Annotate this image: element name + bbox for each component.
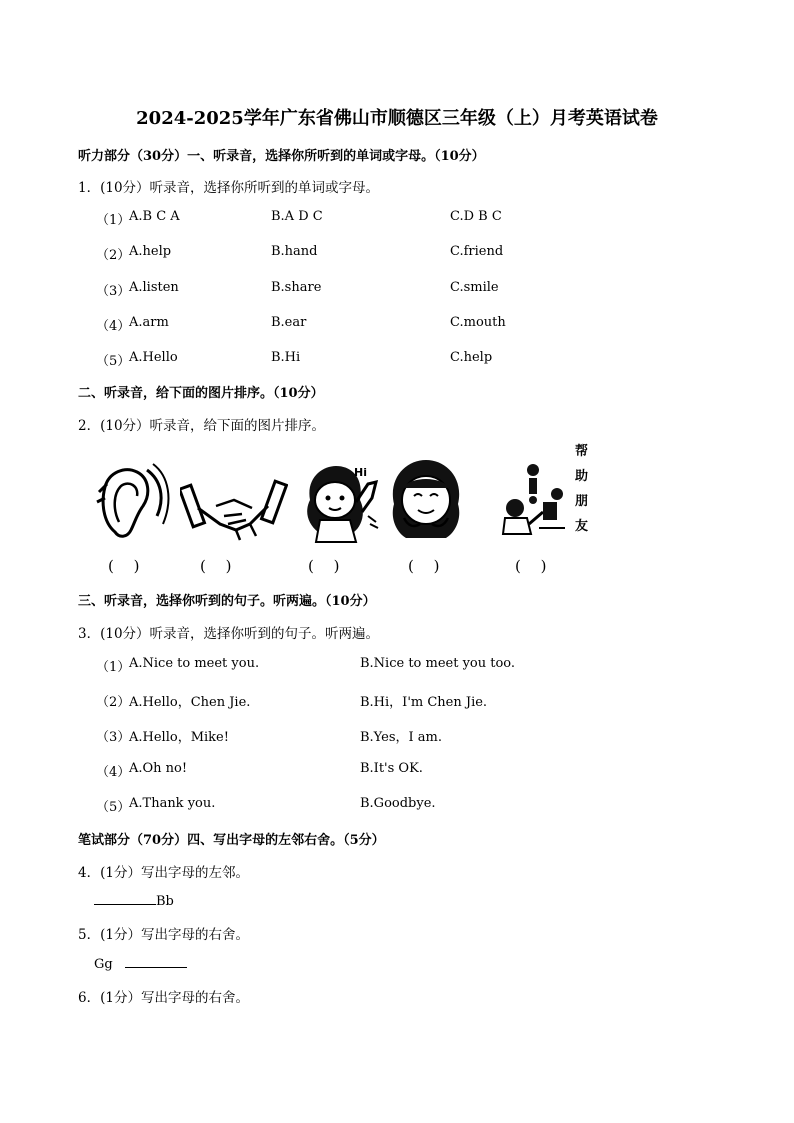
q1-row1-option-b: B.A D C bbox=[271, 209, 323, 224]
smiling-girl-icon bbox=[386, 458, 466, 544]
svg-text:Hi: Hi bbox=[354, 466, 367, 479]
q1-row4-num: （4） bbox=[96, 319, 131, 334]
q3-row4-num: （4） bbox=[96, 765, 131, 780]
part1-header: 听力部分（30分）一、听录音，选择你所听到的单词或字母。（10分） bbox=[78, 149, 485, 164]
section3-header: 三、听录音，选择你听到的句子。听两遍。（10分） bbox=[78, 594, 376, 609]
q6-stem: 6．(1分）写出字母的右舍。 bbox=[78, 990, 249, 1006]
q3-row1-option-a: A.Nice to meet you. bbox=[129, 656, 260, 671]
answer-paren-3[interactable]: ( ) bbox=[308, 557, 340, 575]
q3-row3-option-a: A.Hello，Mike! bbox=[129, 730, 229, 745]
q4-answer-line[interactable] bbox=[94, 892, 174, 909]
q3-stem: 3．(10分）听录音，选择你听到的句子。听两遍。 bbox=[78, 626, 380, 642]
answer-paren-2[interactable]: ( ) bbox=[200, 557, 232, 575]
side-char-2: 助 bbox=[575, 469, 589, 484]
q4-stem: 4．(1分）写出字母的左邻。 bbox=[78, 865, 249, 881]
q5-stem: 5．(1分）写出字母的右舍。 bbox=[78, 927, 249, 943]
q3-row2-num: （2） bbox=[96, 695, 131, 710]
q1-row2-option-a: A.help bbox=[129, 244, 172, 259]
q3-row2-option-b: B.Hi，I'm Chen Jie. bbox=[360, 695, 488, 710]
part2-header: 笔试部分（70分）四、写出字母的左邻右舍。（5分） bbox=[78, 833, 385, 848]
q1-row1-option-a: A.B C A bbox=[129, 209, 180, 224]
side-char-1: 帮 bbox=[575, 444, 589, 459]
q1-row5-option-a: A.Hello bbox=[129, 350, 178, 365]
q1-row2-option-b: B.hand bbox=[271, 244, 318, 259]
q1-row5-num: （5） bbox=[96, 354, 131, 369]
q1-row1-num: （1） bbox=[96, 213, 131, 228]
answer-blank[interactable] bbox=[94, 892, 156, 905]
helping-friend-icon bbox=[499, 462, 571, 538]
ear-icon bbox=[95, 462, 173, 542]
girl-saying-hi-icon bbox=[296, 462, 384, 544]
q3-row2-option-a: A.Hello，Chen Jie. bbox=[129, 695, 251, 710]
q3-row3-option-b: B.Yes，I am. bbox=[360, 730, 442, 745]
side-char-3: 朋 bbox=[575, 494, 589, 509]
q1-row4-option-c: C.mouth bbox=[450, 315, 506, 330]
q1-row4-option-b: B.ear bbox=[271, 315, 307, 330]
q1-row3-num: （3） bbox=[96, 284, 131, 299]
handshake-icon bbox=[180, 478, 288, 544]
page-title: 2024-2025学年广东省佛山市顺德区三年级（上）月考英语试卷 bbox=[136, 108, 658, 129]
q3-row1-num: （1） bbox=[96, 660, 131, 675]
answer-paren-5[interactable]: ( ) bbox=[515, 557, 547, 575]
q1-row3-option-a: A.listen bbox=[129, 280, 179, 295]
q3-row5-option-b: B.Goodbye. bbox=[360, 796, 436, 811]
q1-row1-option-c: C.D B C bbox=[450, 209, 502, 224]
q1-row3-option-c: C.smile bbox=[450, 280, 499, 295]
answer-paren-4[interactable]: ( ) bbox=[408, 557, 440, 575]
q5-answer-line[interactable] bbox=[94, 955, 187, 972]
q3-row3-num: （3） bbox=[96, 730, 131, 745]
q5-letter: Gg bbox=[94, 957, 113, 972]
q1-row5-option-c: C.help bbox=[450, 350, 493, 365]
q1-row2-option-c: C.friend bbox=[450, 244, 504, 259]
q1-stem: 1．(10分）听录音，选择你所听到的单词或字母。 bbox=[78, 180, 380, 196]
answer-paren-1[interactable]: ( ) bbox=[108, 557, 140, 575]
section2-header: 二、听录音，给下面的图片排序。（10分） bbox=[78, 386, 324, 401]
side-char-4: 友 bbox=[575, 519, 589, 534]
q3-row5-option-a: A.Thank you. bbox=[129, 796, 216, 811]
q2-stem: 2．(10分）听录音，给下面的图片排序。 bbox=[78, 418, 326, 434]
q1-row3-option-b: B.share bbox=[271, 280, 322, 295]
q4-letter: Bb bbox=[156, 894, 174, 909]
q3-row4-option-b: B.It's OK. bbox=[360, 761, 423, 776]
q3-row1-option-b: B.Nice to meet you too. bbox=[360, 656, 516, 671]
q1-row5-option-b: B.Hi bbox=[271, 350, 301, 365]
q3-row5-num: （5） bbox=[96, 800, 131, 815]
answer-blank[interactable] bbox=[125, 955, 187, 968]
q1-row4-option-a: A.arm bbox=[129, 315, 169, 330]
q1-row2-num: （2） bbox=[96, 248, 131, 263]
q3-row4-option-a: A.Oh no! bbox=[129, 761, 188, 776]
